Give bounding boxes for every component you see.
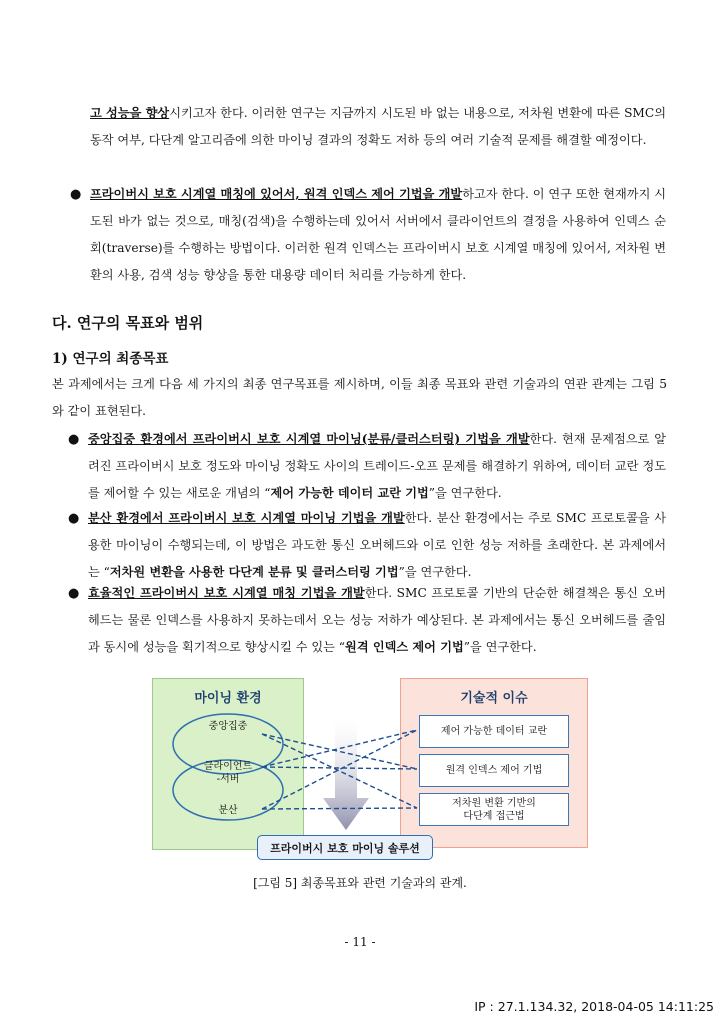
underlined-phrase: 효율적인 프라이버시 보호 시계열 매칭 기법을 개발 bbox=[88, 586, 365, 600]
paragraph-text: ”을 연구한다. bbox=[398, 565, 472, 579]
underlined-phrase: 고 성능을 향상 bbox=[90, 106, 170, 120]
bullet-icon: ● bbox=[70, 187, 82, 202]
bullet-paragraph-remote-index bbox=[90, 181, 666, 289]
intro-paragraph: 본 과제에서는 크게 다음 세 가지의 최종 연구목표를 제시하며, 이들 최종 목표와 관련 기술과의 연관 관계는 그림 5와 같이 표현된다. bbox=[52, 377, 667, 418]
underlined-phrase: 분산 환경에서 프라이버시 보호 시계열 마이닝 기법을 개발 bbox=[88, 511, 405, 525]
paragraph-text: 한다. 현재 문제점으로 알려진 프라이버시 보호 정도와 마이닝 정확도 사이의 트레이드-오프 문제를 해결하기 위하여, 데이터 교란 정도를 제어할 수 있는 새로운 개념의 “ bbox=[88, 432, 666, 500]
underlined-phrase: 중앙집중 환경에서 프라이버시 보호 시계열 마이닝(분류/클러스터링) 기법을 개발 bbox=[88, 432, 530, 446]
ellipse-label-client-server bbox=[152, 760, 304, 786]
paragraph-text: ”을 연구한다. bbox=[463, 640, 537, 654]
goal-paragraph-matching bbox=[88, 580, 666, 661]
paragraph-text: 한다. SMC 프로토콜 기반의 단순한 해결책은 통신 오버헤드는 물론 인덱스를 사용하지 못하는데서 오는 성능 저하가 예상된다. 본 과제에서는 통신 오버헤드를 줄임과 동시에 성능을 획기적으로 향상시킬 수 있는 “ bbox=[88, 586, 666, 654]
mining-environment-title: 마이닝 환경 bbox=[194, 691, 262, 706]
bold-phrase: 저차원 변환을 사용한 다단계 분류 및 클러스터링 기법 bbox=[109, 565, 399, 579]
goal-paragraph-centralized bbox=[88, 426, 666, 507]
page-number: - 11 - bbox=[344, 935, 376, 949]
overlap-label-line: -서버 bbox=[216, 774, 240, 785]
overlap-label-line: 클라이언트 bbox=[203, 761, 253, 772]
paragraph-text: 한다. 분산 환경에서는 주로 SMC 프로토콜을 사용한 마이닝이 수행되는데, 이 방법은 과도한 통신 오버헤드와 이로 인한 성능 저하를 초래한다. 본 과제에서는 “ bbox=[88, 511, 666, 579]
continued-paragraph bbox=[90, 100, 666, 154]
privacy-mining-solution-box: 프라이버시 보호 마이닝 솔루션 bbox=[257, 835, 433, 860]
subsection-heading: 1) 연구의 최종목표 bbox=[52, 351, 169, 367]
ellipse-label-centralized: 중앙집중 bbox=[208, 721, 248, 732]
bullet-icon: ● bbox=[68, 511, 80, 526]
ip-timestamp-footer: IP : 27.1.134.32, 2018-04-05 14:11:25 bbox=[474, 999, 714, 1014]
figure-5-diagram bbox=[152, 678, 588, 860]
issue-data-perturbation: 제어 가능한 데이터 교란 bbox=[419, 715, 569, 748]
bullet-icon: ● bbox=[68, 586, 80, 601]
underlined-phrase: 프라이버시 보호 시계열 매칭에 있어서, 원격 인덱스 제어 기법을 개발 bbox=[90, 187, 463, 201]
issue-line: 다단계 접근법 bbox=[463, 810, 525, 822]
issue-remote-index-control: 원격 인덱스 제어 기법 bbox=[419, 754, 569, 787]
ellipse-label-distributed: 분산 bbox=[218, 805, 238, 816]
paragraph-text: 하고자 한다. 이 연구 또한 현재까지 시도된 바가 없는 것으로, 매칭(검색)을 수행하는데 있어서 서버에서 클라이언트의 결정을 사용하여 인덱스 순회(traverse)를 수행하는 방법이다. 이러한 원격 인덱스는 프라이버시 보호 시계열 매칭에 있어서, 저차원 변환의 사용, 검색 성능 향상을 통한 대용량 데이터 처리를 가능하게 한다. bbox=[90, 187, 666, 282]
figure-caption: [그림 5] 최종목표와 관련 기술과의 관계. bbox=[253, 876, 467, 890]
paragraph-text: 시키고자 한다. 이러한 연구는 지금까지 시도된 바 없는 내용으로, 저차원 변환에 따른 SMC의 동작 여부, 다단계 알고리즘에 의한 마이닝 결과의 정확도 저하 등의 여러 기술적 문제를 해결할 예정이다. bbox=[90, 106, 666, 147]
technical-issues-title: 기술적 이슈 bbox=[460, 691, 528, 706]
issue-line: 저차원 변환 기반의 bbox=[452, 797, 536, 809]
bullet-icon: ● bbox=[68, 432, 80, 447]
paragraph-text: ”을 연구한다. bbox=[428, 486, 502, 500]
goal-paragraph-distributed bbox=[88, 505, 666, 586]
bold-phrase: 원격 인덱스 제어 기법 bbox=[345, 640, 464, 654]
bold-phrase: 제어 가능한 데이터 교란 기법 bbox=[270, 486, 429, 500]
section-heading: 다. 연구의 목표와 범위 bbox=[52, 314, 204, 332]
